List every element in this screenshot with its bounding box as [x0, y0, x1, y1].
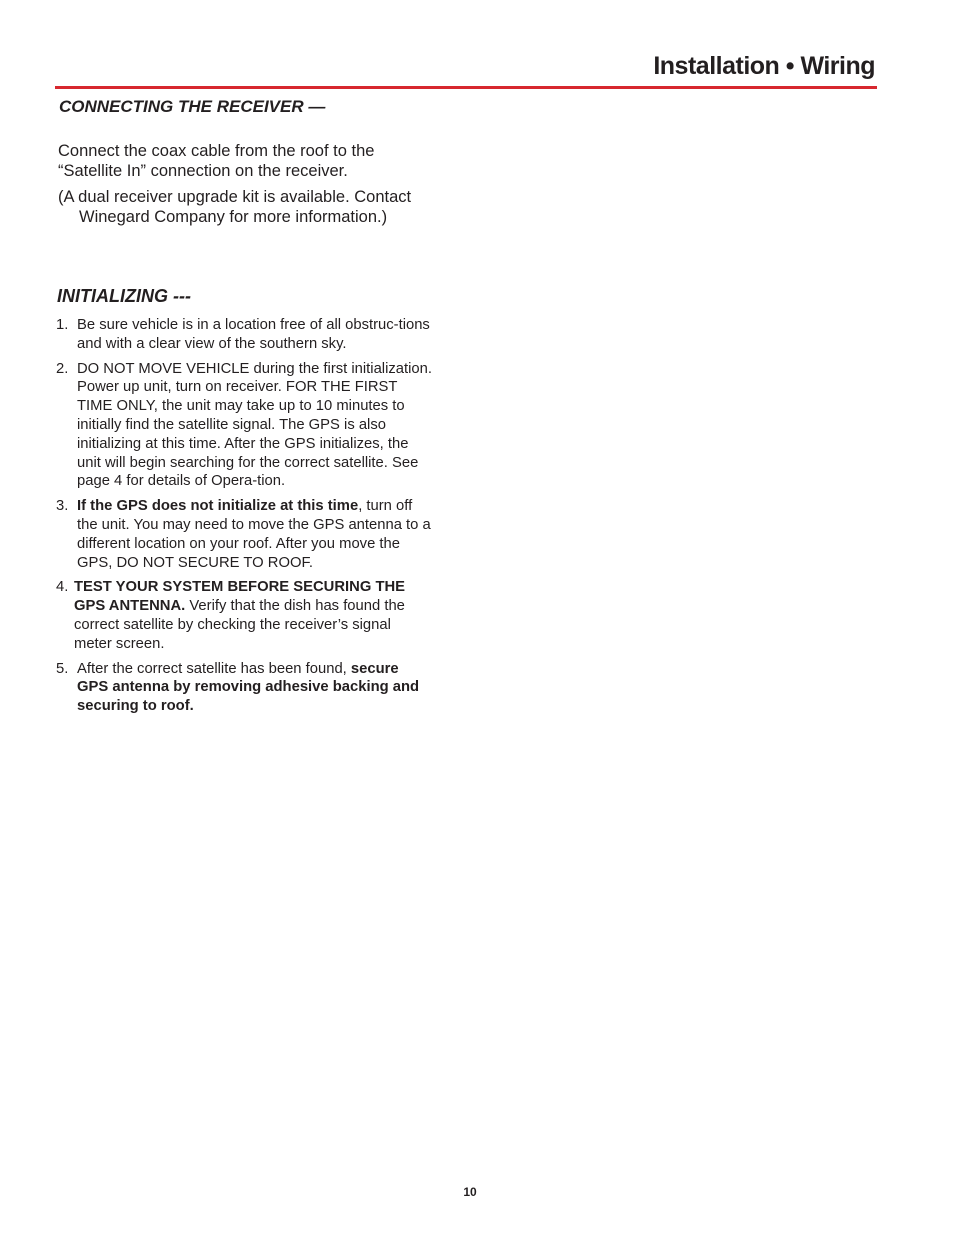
step-text: , turn off the unit. You may need to move the GPS antenna to a different location on your roof. After you move the GPS, DO NOT SECURE TO ROOF. — [77, 498, 431, 571]
step-bold-lead: If the GPS does not initialize at this time — [77, 498, 359, 515]
connect-coax-paragraph: Connect the coax cable from the roof to the “Satellite In” connection on the receiver. — [58, 142, 375, 180]
page-title: Installation • Wiring — [653, 52, 875, 80]
step-text: Verify that the dish has found the correct satellite by checking the receiver’s signal meter screen. — [74, 598, 405, 652]
page-header — [55, 48, 877, 89]
list-item — [56, 360, 432, 492]
step-number: 4. — [56, 579, 69, 596]
step-number: 5. — [56, 660, 69, 677]
step-text: DO NOT MOVE VEHICLE during the first initialization. Power up unit, turn on receiver. FOR THE FIRST TIME ONLY, the unit may take up to 10 minutes to initially find the satellite signal. The GPS is also initializing at this time. After the GPS initializes, the unit will begin searching for the correct satellite. See page 4 for details of Opera-tion. — [77, 360, 432, 490]
initializing-heading: INITIALIZING --- — [57, 286, 191, 306]
step-text: After the correct satellite has been found, — [77, 660, 351, 677]
list-item — [56, 316, 432, 354]
step-number: 3. — [56, 498, 69, 515]
step-number: 1. — [56, 317, 69, 333]
step-text: Be sure vehicle is in a location free of all obstruc-tions and with a clear view of the southern sky. — [77, 317, 430, 352]
dual-receiver-note: (A dual receiver upgrade kit is available. Contact Winegard Company for more information.) — [58, 188, 412, 226]
step-number: 2. — [56, 360, 69, 377]
step-bold-trail: secure GPS antenna by removing adhesive backing and securing to roof. — [77, 660, 420, 715]
list-item — [56, 660, 432, 716]
connecting-receiver-heading: CONNECTING THE RECEIVER — — [59, 97, 326, 116]
initializing-steps-list — [56, 316, 432, 722]
step-bold-lead: TEST YOUR SYSTEM BEFORE SECURING THE GPS ANTENNA. — [74, 579, 406, 615]
list-item — [56, 497, 432, 572]
page-number: 10 — [463, 1185, 477, 1199]
list-item — [56, 578, 432, 653]
